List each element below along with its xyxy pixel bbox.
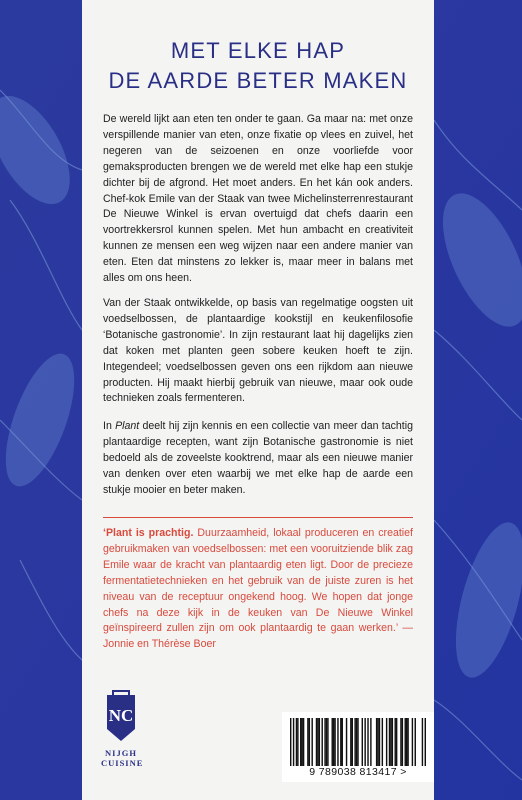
barcode-bar [319,718,320,766]
barcode-bar [386,718,387,766]
barcode-bar [311,718,312,766]
barcode-bar [350,718,351,766]
barcode-bar [392,718,393,766]
isbn-barcode [290,718,426,766]
barcode-bar [342,718,343,766]
barcode-bar [407,718,408,766]
quote-text: Duurzaamheid, lokaal produceren en creatief gebruikmaken van voedselbossen: met een vooruitziende blik zag Emile waar de kracht van plantaardig eten ligt. Door de precieze fermentatietechnieken en het gebruik van de juiste zuren is het niveau van de receptuur ongekend hoog. We hopen dat jonge chefs na deze kijk in de keuken van De Nieuwe Winkel geïnspireerd zullen zijn om ook plantaardig te gaan werken.’ — [103,527,413,635]
endorsement-quote [103,526,413,653]
barcode-bar [340,718,341,766]
barcode-bar [354,718,355,766]
barcode-bar [317,718,318,766]
barcode-bar [316,718,317,766]
barcode-bar [367,718,368,766]
barcode-bar [346,718,347,766]
barcode-bar [326,718,327,766]
barcode-bar [301,718,302,766]
nijgh-cuisine-emblem-icon [101,689,141,743]
barcode-bar [405,718,406,766]
barcode-bar [356,718,357,766]
barcode-bar [412,718,413,766]
publisher-logo [101,689,144,768]
barcode-bar [290,718,291,766]
barcode-bar [337,718,338,766]
isbn-digits: 9 789038 813417 [309,766,397,778]
barcode-bar [324,718,325,766]
barcode-bar [425,718,426,766]
barcode-bar [333,718,334,766]
tagline-line-2: DE AARDE BETER MAKEN [108,68,408,93]
barcode-bar [293,718,294,766]
barcode-bar [297,718,298,766]
barcode-bar [296,718,297,766]
publisher-name-line2: CUISINE [101,758,144,768]
barcode-bar [309,718,310,766]
barcode-bar [370,718,371,766]
barcode-bar [307,718,308,766]
barcode-bar [321,718,322,766]
paragraph-3-lead: In [103,420,116,432]
quote-lead: ‘Plant is prachtig. [103,527,194,539]
barcode-bar [334,718,335,766]
body-paragraph-2: Van der Staak ontwikkelde, op basis van regelmatige oogsten uit voedselbossen, de plantaardige kookstijl en keukenfilosofie ‘Botanische gastronomie’. In zijn restaurant laat hij dagelijks zien dat koken met planten geen sobere keuken hoeft te zijn. Integendeel; voedselbossen geven ons een rijkdom aan nieuwe producten. Hij maakt hierbij gebruik van nieuwe, maar ook oude technieken zoals fermenteren. [103,297,413,405]
barcode-bar [303,718,304,766]
barcode-bar [357,718,358,766]
isbn-number [282,766,434,778]
barcode-bar [396,718,397,766]
barcode-bar [377,718,378,766]
barcode-bar [379,718,380,766]
barcode-bar [406,718,407,766]
paragraph-3-rest: deelt hij zijn kennis en een collectie van meer dan tachtig plantaardige recepten, want zijn Botanische gastronomie is niet bedoeld als de zoveelste kooktrend, maar als een nieuwe manier van denken over eten waarbij we met elke hap de aarde een stukje mooier en beter maken. [103,420,413,496]
book-tagline [82,36,434,96]
body-paragraph-3 [103,419,413,499]
barcode-bar [376,718,377,766]
barcode-bar [300,718,301,766]
barcode-bar [327,718,328,766]
book-title-italic: Plant [115,420,140,432]
tagline-line-1: MET ELKE HAP [170,38,346,63]
isbn-tail: > [400,766,407,778]
barcode-bar [382,718,383,766]
barcode-bar [389,718,390,766]
publisher-name-line1: NIJGH [105,748,137,758]
barcode-bar [415,718,416,766]
publisher-monogram: NC [108,706,134,725]
quote-divider [103,517,413,518]
quote-author: Jonnie en Thérèse Boer [103,638,216,651]
barcode-bar [395,718,396,766]
barcode-bar [390,718,391,766]
body-paragraph-1: De wereld lijkt aan eten ten onder te gaan. Ga maar na: met onze verspillende manier van eten, onze fixatie op vlees en zuivel, het negeren van de seizoenen en onze voorliefde voor gemaksproducten brengen we de wereld met elke hap een stukje dichter bij de afgrond. Het moet anders. En het kán ook anders. Chef-kok Emile van der Staak van twee Michelinsterrenrestaurant De Nieuwe Winkel is ervan overtuigd dat chefs daarin een voortrekkersrol kunnen spelen. Met hun ambacht en creativiteit kunnen ze mensen een weg wijzen naar een andere manier van eten. Eten dat minstens zo lekker is, maar meer in balans met alles om ons heen. [103,113,413,285]
barcode-bar [362,718,363,766]
barcode-bar [332,718,333,766]
barcode-bar [402,718,403,766]
barcode-bar [364,718,365,766]
barcode-bar [422,718,423,766]
barcode-bar [352,718,353,766]
barcode-bar [400,718,401,766]
